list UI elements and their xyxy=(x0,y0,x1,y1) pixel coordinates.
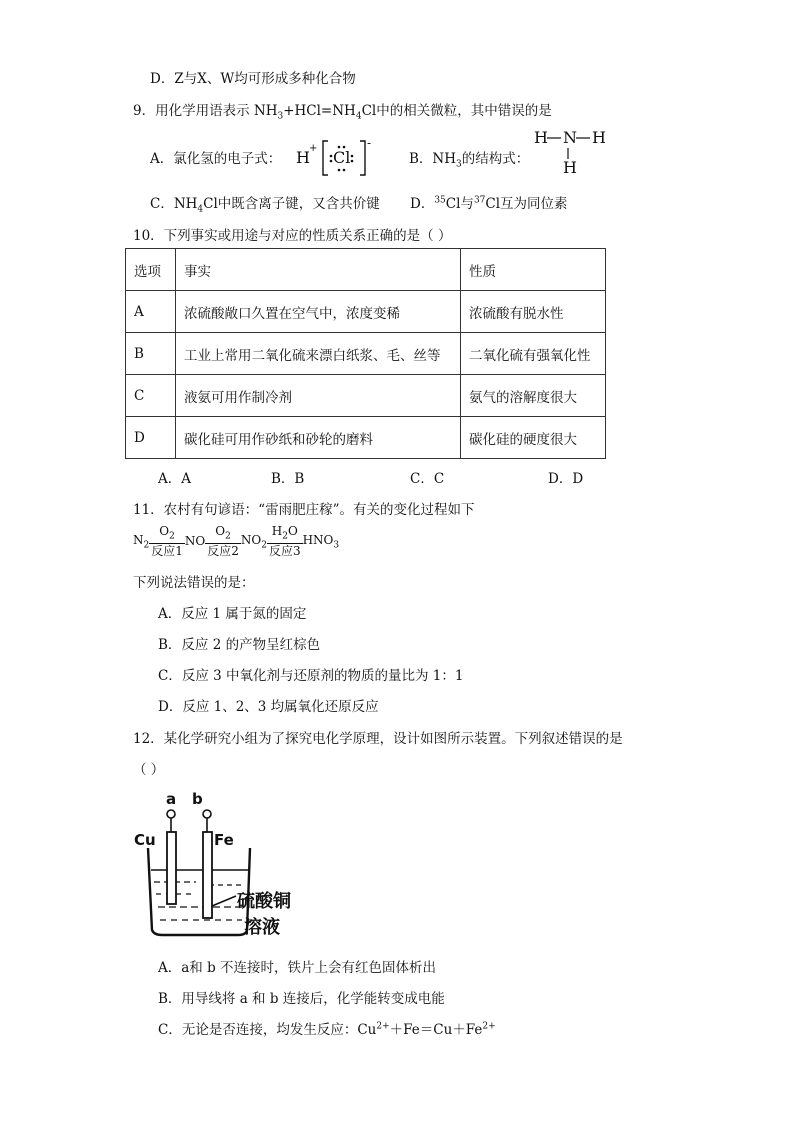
sf-bonds-icon xyxy=(530,124,610,180)
q10-choice-a: A．A xyxy=(158,471,191,487)
q9-option-c xyxy=(150,192,380,215)
arrow-top xyxy=(205,524,241,544)
no2-sym: NO xyxy=(240,532,262,547)
table-cell: 碳化硅的硬度很大 xyxy=(461,417,606,459)
hno3 xyxy=(303,533,340,550)
q8-option-d: D．Z与X、W均可形成多种化合物 xyxy=(150,71,356,87)
table-cell: A xyxy=(126,291,176,333)
q11-stem: 11．农村有句谚语：“雷雨肥庄稼”。有关的变化过程如下 xyxy=(133,502,475,518)
n2-sym: N xyxy=(133,532,144,547)
q9-stem-part: +HCl=NH xyxy=(283,103,356,119)
sf-h-right: H xyxy=(592,128,606,147)
q12-option-b: B．用导线将 a 和 b 连接后，化学能转变成电能 xyxy=(158,991,445,1007)
nh3-structural-formula xyxy=(530,124,610,180)
table-cell: 浓硫酸有脱水性 xyxy=(461,291,606,333)
n2 xyxy=(133,533,149,550)
table-cell: 二氧化硫有强氧化性 xyxy=(461,333,606,375)
q10-table xyxy=(125,248,606,459)
fig-label-cu: Cu xyxy=(134,831,156,849)
table-header-cell: 事实 xyxy=(176,249,461,291)
table-cell: 碳化硅可用作砂纸和砂轮的磨料 xyxy=(176,417,461,459)
arrow-top xyxy=(267,524,303,544)
n2-sub: 2 xyxy=(143,539,150,550)
q9-option-d xyxy=(410,192,568,212)
o2-sub: 2 xyxy=(169,531,175,542)
beaker-apparatus-icon xyxy=(134,790,314,942)
h2o-h: H xyxy=(271,524,283,538)
fig-label-solution-1: 硫酸铜 xyxy=(237,891,291,912)
hno3-sym: HNO xyxy=(302,532,334,547)
q9-optd-part: D． xyxy=(410,196,435,212)
q9-optd-part: Cl与 xyxy=(445,196,474,212)
q9-sub: 4 xyxy=(197,204,204,215)
sf-h-left: H xyxy=(534,128,548,147)
q12-optc-part: ＋Fe＝Cu＋Fe xyxy=(389,1022,483,1038)
o2-sub: 2 xyxy=(225,531,231,542)
sf-h-bottom: H xyxy=(563,158,577,177)
arrow-bottom: 反应2 xyxy=(207,544,239,559)
arrow-reaction-1 xyxy=(149,524,185,558)
q10-choice-b: B．B xyxy=(271,471,305,487)
arrow-reaction-3 xyxy=(267,524,303,558)
q9-optc-part: C．NH xyxy=(150,196,198,212)
sf-n: N xyxy=(563,128,577,147)
q10-choice-c: C．C xyxy=(410,471,445,487)
hno3-sub: 3 xyxy=(333,539,340,550)
q12-stem: 12．某化学研究小组为了探究电化学原理，设计如图所示装置。下列叙述错误的是 xyxy=(133,731,623,747)
q12-optc-sup: 2+ xyxy=(482,1021,496,1032)
fig-label-b: b xyxy=(192,790,203,808)
no2-sub: 2 xyxy=(261,539,267,550)
no: NO xyxy=(184,534,206,549)
q9-optc-part: Cl中既含离子键，又含共价键 xyxy=(203,196,380,212)
table-cell: 液氨可用作制冷剂 xyxy=(176,375,461,417)
q9-sub: 3 xyxy=(456,159,462,170)
h2o-sub: 2 xyxy=(282,531,288,542)
ed-minus: - xyxy=(367,136,372,150)
q11-option-c: C．反应 3 中氧化剂与还原剂的物质的量比为 1：1 xyxy=(158,668,464,684)
q12-option-a: A．a和 b 不连接时，铁片上会有红色固体析出 xyxy=(158,960,437,976)
fig-label-solution-2: 溶液 xyxy=(244,917,280,938)
arrow-reaction-2 xyxy=(205,524,241,558)
table-row xyxy=(126,375,606,417)
q12-optc-part: C．无论是否连接，均发生反应：Cu xyxy=(158,1022,377,1038)
table-header-cell: 选项 xyxy=(126,249,176,291)
q9-sub: 4 xyxy=(355,111,362,122)
table-cell: D xyxy=(126,417,176,459)
q11-option-d: D．反应 1、2、3 均属氧化还原反应 xyxy=(158,699,379,715)
arrow-top xyxy=(149,524,185,544)
ed-cl: Cl xyxy=(333,148,351,167)
table-row xyxy=(126,333,606,375)
q10-stem: 10．下列事实或用途与对应的性质关系正确的是（ ） xyxy=(133,228,452,244)
table-cell: B xyxy=(126,333,176,375)
q11-option-a: A．反应 1 属于氮的固定 xyxy=(158,606,307,622)
arrow-bottom: 反应1 xyxy=(151,544,183,559)
h2o-o: O xyxy=(287,524,298,538)
q12-option-c xyxy=(158,1018,496,1038)
arrow-bottom: 反应3 xyxy=(268,544,301,559)
q9-optb-part: 的结构式： xyxy=(461,151,530,167)
table-cell: 浓硫酸敞口久置在空气中，浓度变稀 xyxy=(176,291,461,333)
q9-optb-part: B．NH xyxy=(409,151,457,167)
q9-stem xyxy=(133,99,552,122)
o2-sym: O xyxy=(159,524,170,538)
fig-label-fe: Fe xyxy=(214,831,234,849)
table-cell: 氨气的溶解度很大 xyxy=(461,375,606,417)
table-row xyxy=(126,291,606,333)
q9-sub: 3 xyxy=(277,111,284,122)
q11-lead: 下列说法错误的是： xyxy=(133,575,255,591)
electrochem-figure xyxy=(134,790,314,942)
q9-option-a: A．氯化氢的电子式： xyxy=(150,151,282,167)
reaction-chain xyxy=(133,524,339,558)
table-cell: C xyxy=(126,375,176,417)
q10-choice-d: D．D xyxy=(548,471,584,487)
fig-label-a: a xyxy=(166,790,177,808)
ed-plus: + xyxy=(309,143,318,154)
q9-stem-part: 9．用化学用语表示 NH xyxy=(133,103,278,119)
table-header-row xyxy=(126,249,606,291)
q9-stem-part: Cl中的相关微粒，其中错误的是 xyxy=(361,103,552,119)
q12-optc-sup: 2+ xyxy=(376,1021,390,1032)
ed-h: H xyxy=(296,148,310,167)
table-row xyxy=(126,417,606,459)
q9-option-b xyxy=(409,147,529,170)
table-cell: 工业上常用二氧化硫来漂白纸浆、毛、丝等 xyxy=(176,333,461,375)
q9-iso: 37 xyxy=(473,195,486,206)
table-header-cell: 性质 xyxy=(461,249,606,291)
q12-paren: （ ） xyxy=(133,762,165,778)
q11-option-b: B．反应 2 的产物呈红棕色 xyxy=(158,637,321,653)
q9-optd-part: Cl互为同位素 xyxy=(485,196,568,212)
o2-sym: O xyxy=(215,524,226,538)
q9-iso: 35 xyxy=(434,195,446,206)
no2 xyxy=(241,533,267,550)
